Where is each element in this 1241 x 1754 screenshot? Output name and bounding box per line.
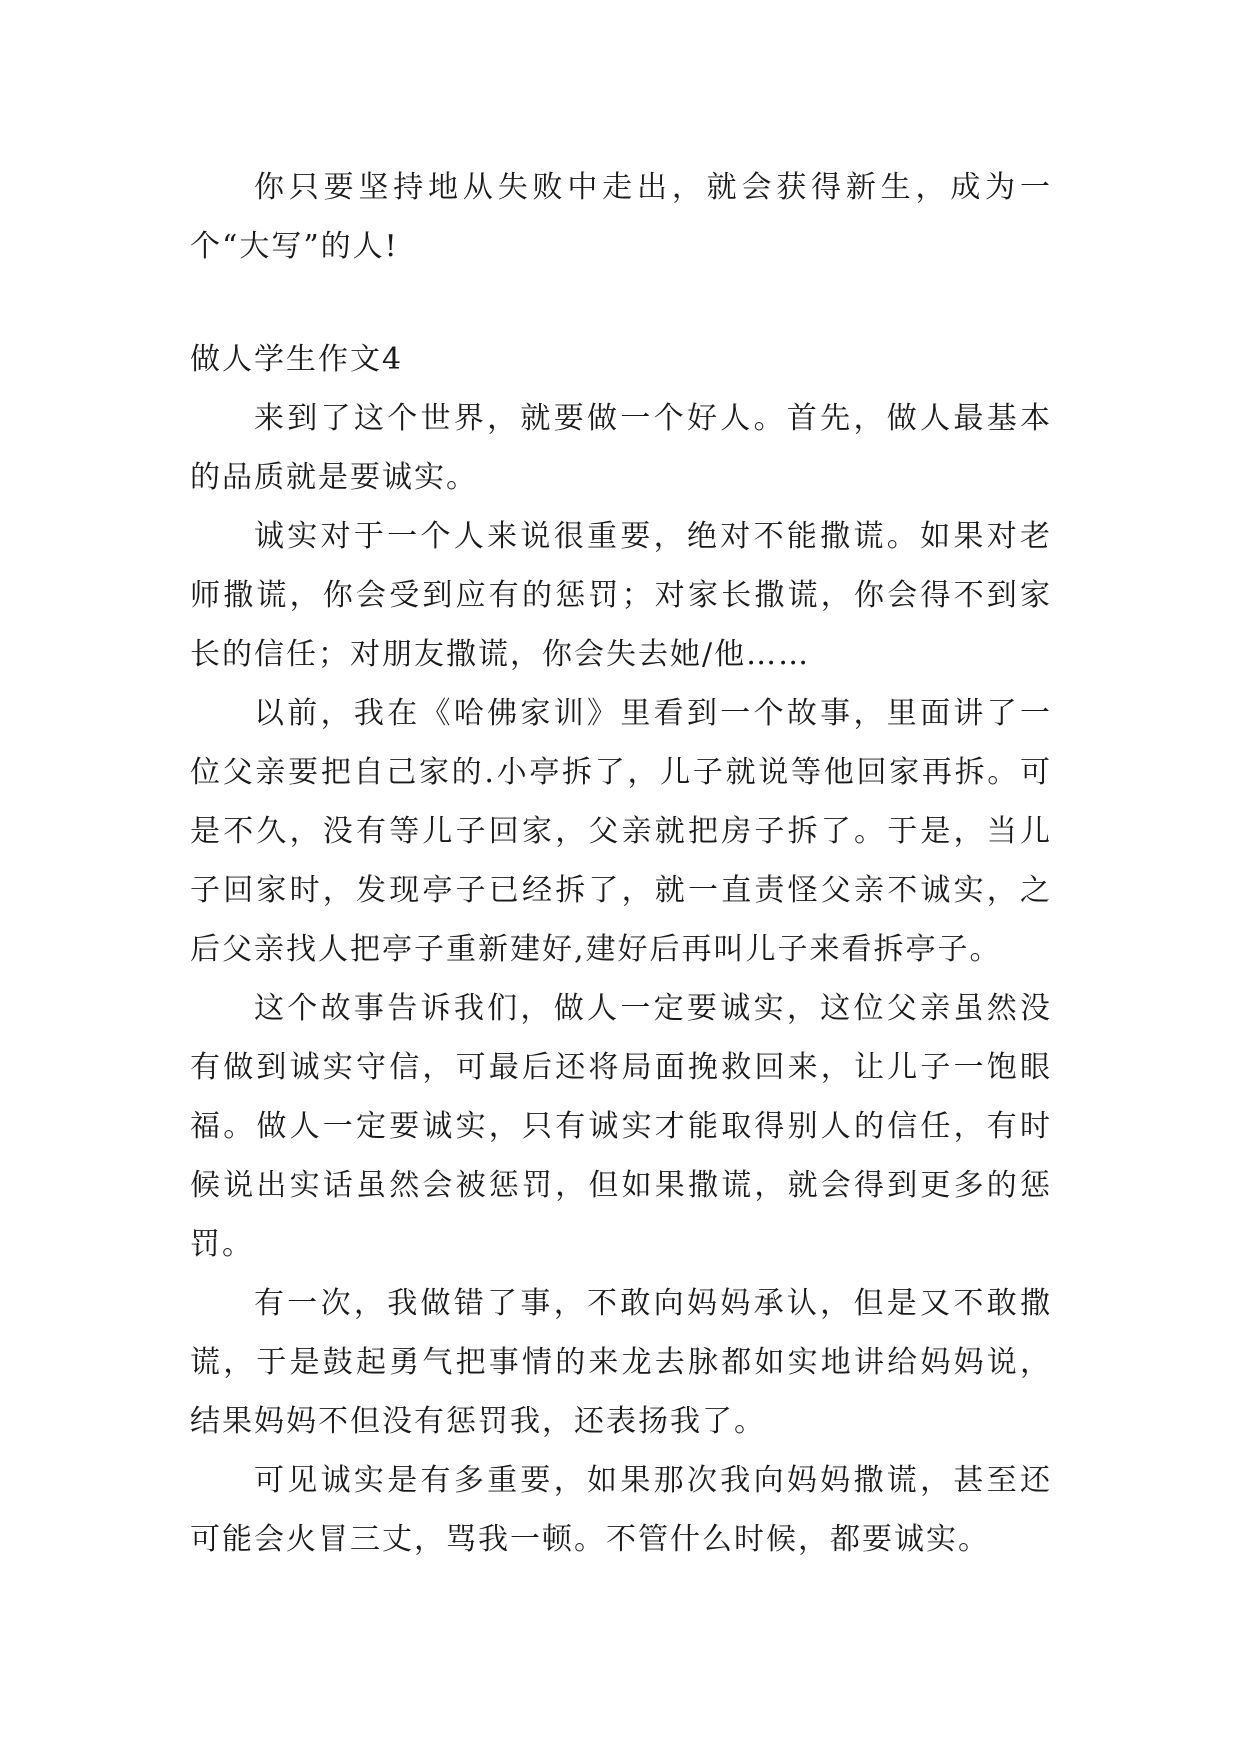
body-paragraph-2: 诚实对于一个人来说很重要，绝对不能撒谎。如果对老师撒谎，你会受到应有的惩罚；对家长撒谎，你会得不到家长的信任；对朋友撒谎，你会失去她/他…… [190, 519, 1052, 672]
body-paragraph-6: 可见诚实是有多重要，如果那次我向妈妈撒谎，甚至还可能会火冒三丈，骂我一顿。不管什么时候，都要诚实。 [190, 1463, 1052, 1557]
section-title: 做人学生作文4 [190, 342, 404, 377]
section-spacer [190, 276, 1052, 330]
body-paragraph-5: 有一次，我做错了事，不敢向妈妈承认，但是又不敢撒谎，于是鼓起勇气把事情的来龙去脉都如实地讲给妈妈说，结果妈妈不但没有惩罚我，还表扬我了。 [190, 1286, 1052, 1439]
body-paragraph-1: 来到了这个世界，就要做一个好人。首先，做人最基本的品质就是要诚实。 [190, 401, 1052, 495]
body-paragraph-3: 以前，我在《哈佛家训》里看到一个故事，里面讲了一位父亲要把自己家的.小亭拆了，儿子就说等他回家再拆。可是不久，没有等儿子回家，父亲就把房子拆了。于是，当儿子回家时，发现亭子已经拆了，就一直责怪父亲不诚实，之后父亲找人把亭子重新建好,建好后再叫儿子来看拆亭子。 [190, 696, 1052, 967]
body-paragraph-4: 这个故事告诉我们，做人一定要诚实，这位父亲虽然没有做到诚实守信，可最后还将局面挽救回来，让儿子一饱眼福。做人一定要诚实，只有诚实才能取得别人的信任，有时候说出实话虽然会被惩罚，但如果撒谎，就会得到更多的惩罚。 [190, 991, 1052, 1262]
document-body [190, 158, 1052, 1569]
intro-paragraph: 你只要坚持地从失败中走出，就会获得新生，成为一个“大写”的人! [190, 170, 1052, 264]
